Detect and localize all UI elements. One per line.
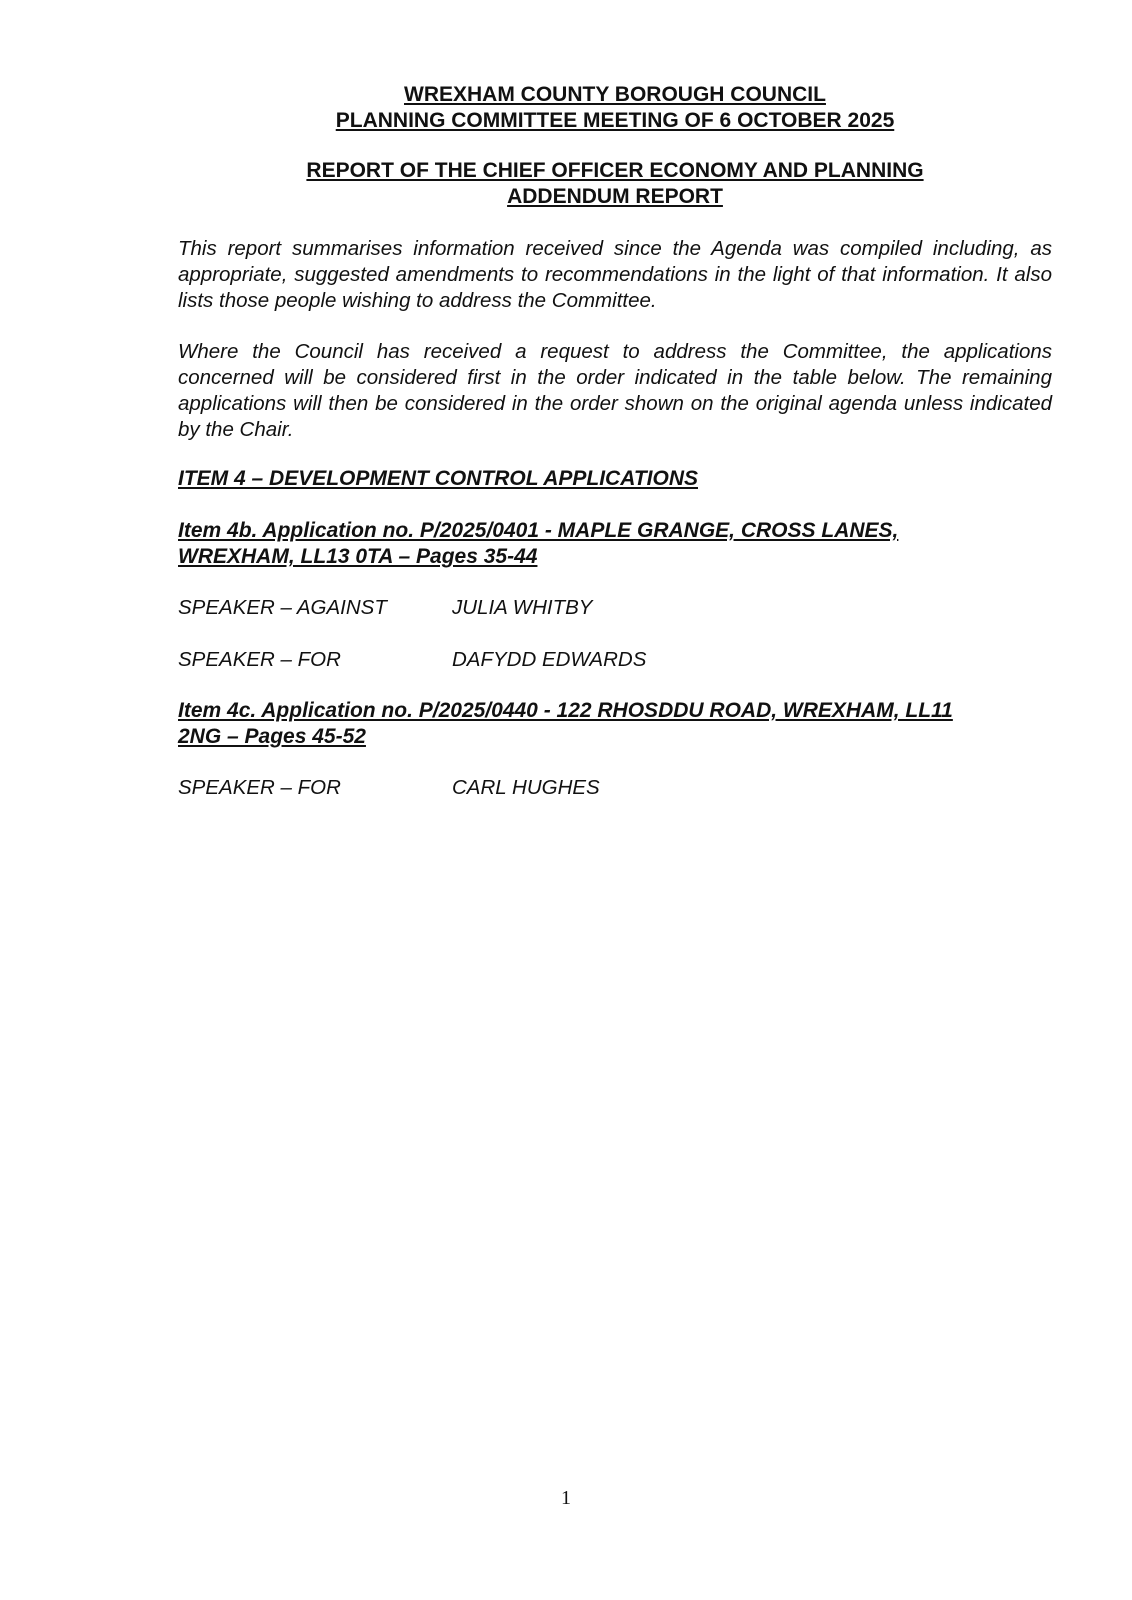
- item-title-line: 2NG – Pages 45-52: [178, 725, 366, 748]
- item-title-line: Item 4c. Application no. P/2025/0440 - 122 RHOSDDU ROAD, WREXHAM, LL11: [178, 699, 953, 722]
- item-4b-title: [178, 518, 1052, 570]
- document-header: [178, 82, 1052, 134]
- meeting-title: PLANNING COMMITTEE MEETING OF 6 OCTOBER 2025: [335, 109, 895, 132]
- intro-paragraph-2: Where the Council has received a request to address the Committee, the applications concerned will be considered first in the order indicated in the table below. The remaining applications will then be considered in the order shown on the original agenda unless indicated by the Chair.: [178, 340, 1052, 441]
- speaker-name: JULIA WHITBY: [452, 596, 593, 619]
- intro-paragraph-1: This report summarises information received since the Agenda was compiled including, as appropriate, suggested amendments to recommendations in the light of that information. It also lists those people wishing to address the Committee.: [178, 237, 1052, 312]
- report-title: REPORT OF THE CHIEF OFFICER ECONOMY AND PLANNING: [306, 159, 924, 182]
- speaker-role: SPEAKER – AGAINST: [178, 596, 387, 619]
- report-heading: [178, 158, 1052, 210]
- item-4c-title: [178, 698, 1052, 750]
- item-title-line: Item 4b. Application no. P/2025/0401 - MAPLE GRANGE, CROSS LANES,: [178, 519, 899, 542]
- report-subtitle: ADDENDUM REPORT: [507, 185, 723, 208]
- page-number: 1: [561, 1487, 571, 1509]
- speaker-name: DAFYDD EDWARDS: [452, 648, 647, 671]
- speaker-name: CARL HUGHES: [452, 776, 600, 799]
- section-title: ITEM 4 – DEVELOPMENT CONTROL APPLICATIONS: [178, 467, 698, 490]
- council-name: WREXHAM COUNTY BOROUGH COUNCIL: [404, 83, 826, 106]
- speaker-role: SPEAKER – FOR: [178, 648, 341, 671]
- speaker-role: SPEAKER – FOR: [178, 776, 341, 799]
- item-title-line: WREXHAM, LL13 0TA – Pages 35-44: [178, 545, 538, 568]
